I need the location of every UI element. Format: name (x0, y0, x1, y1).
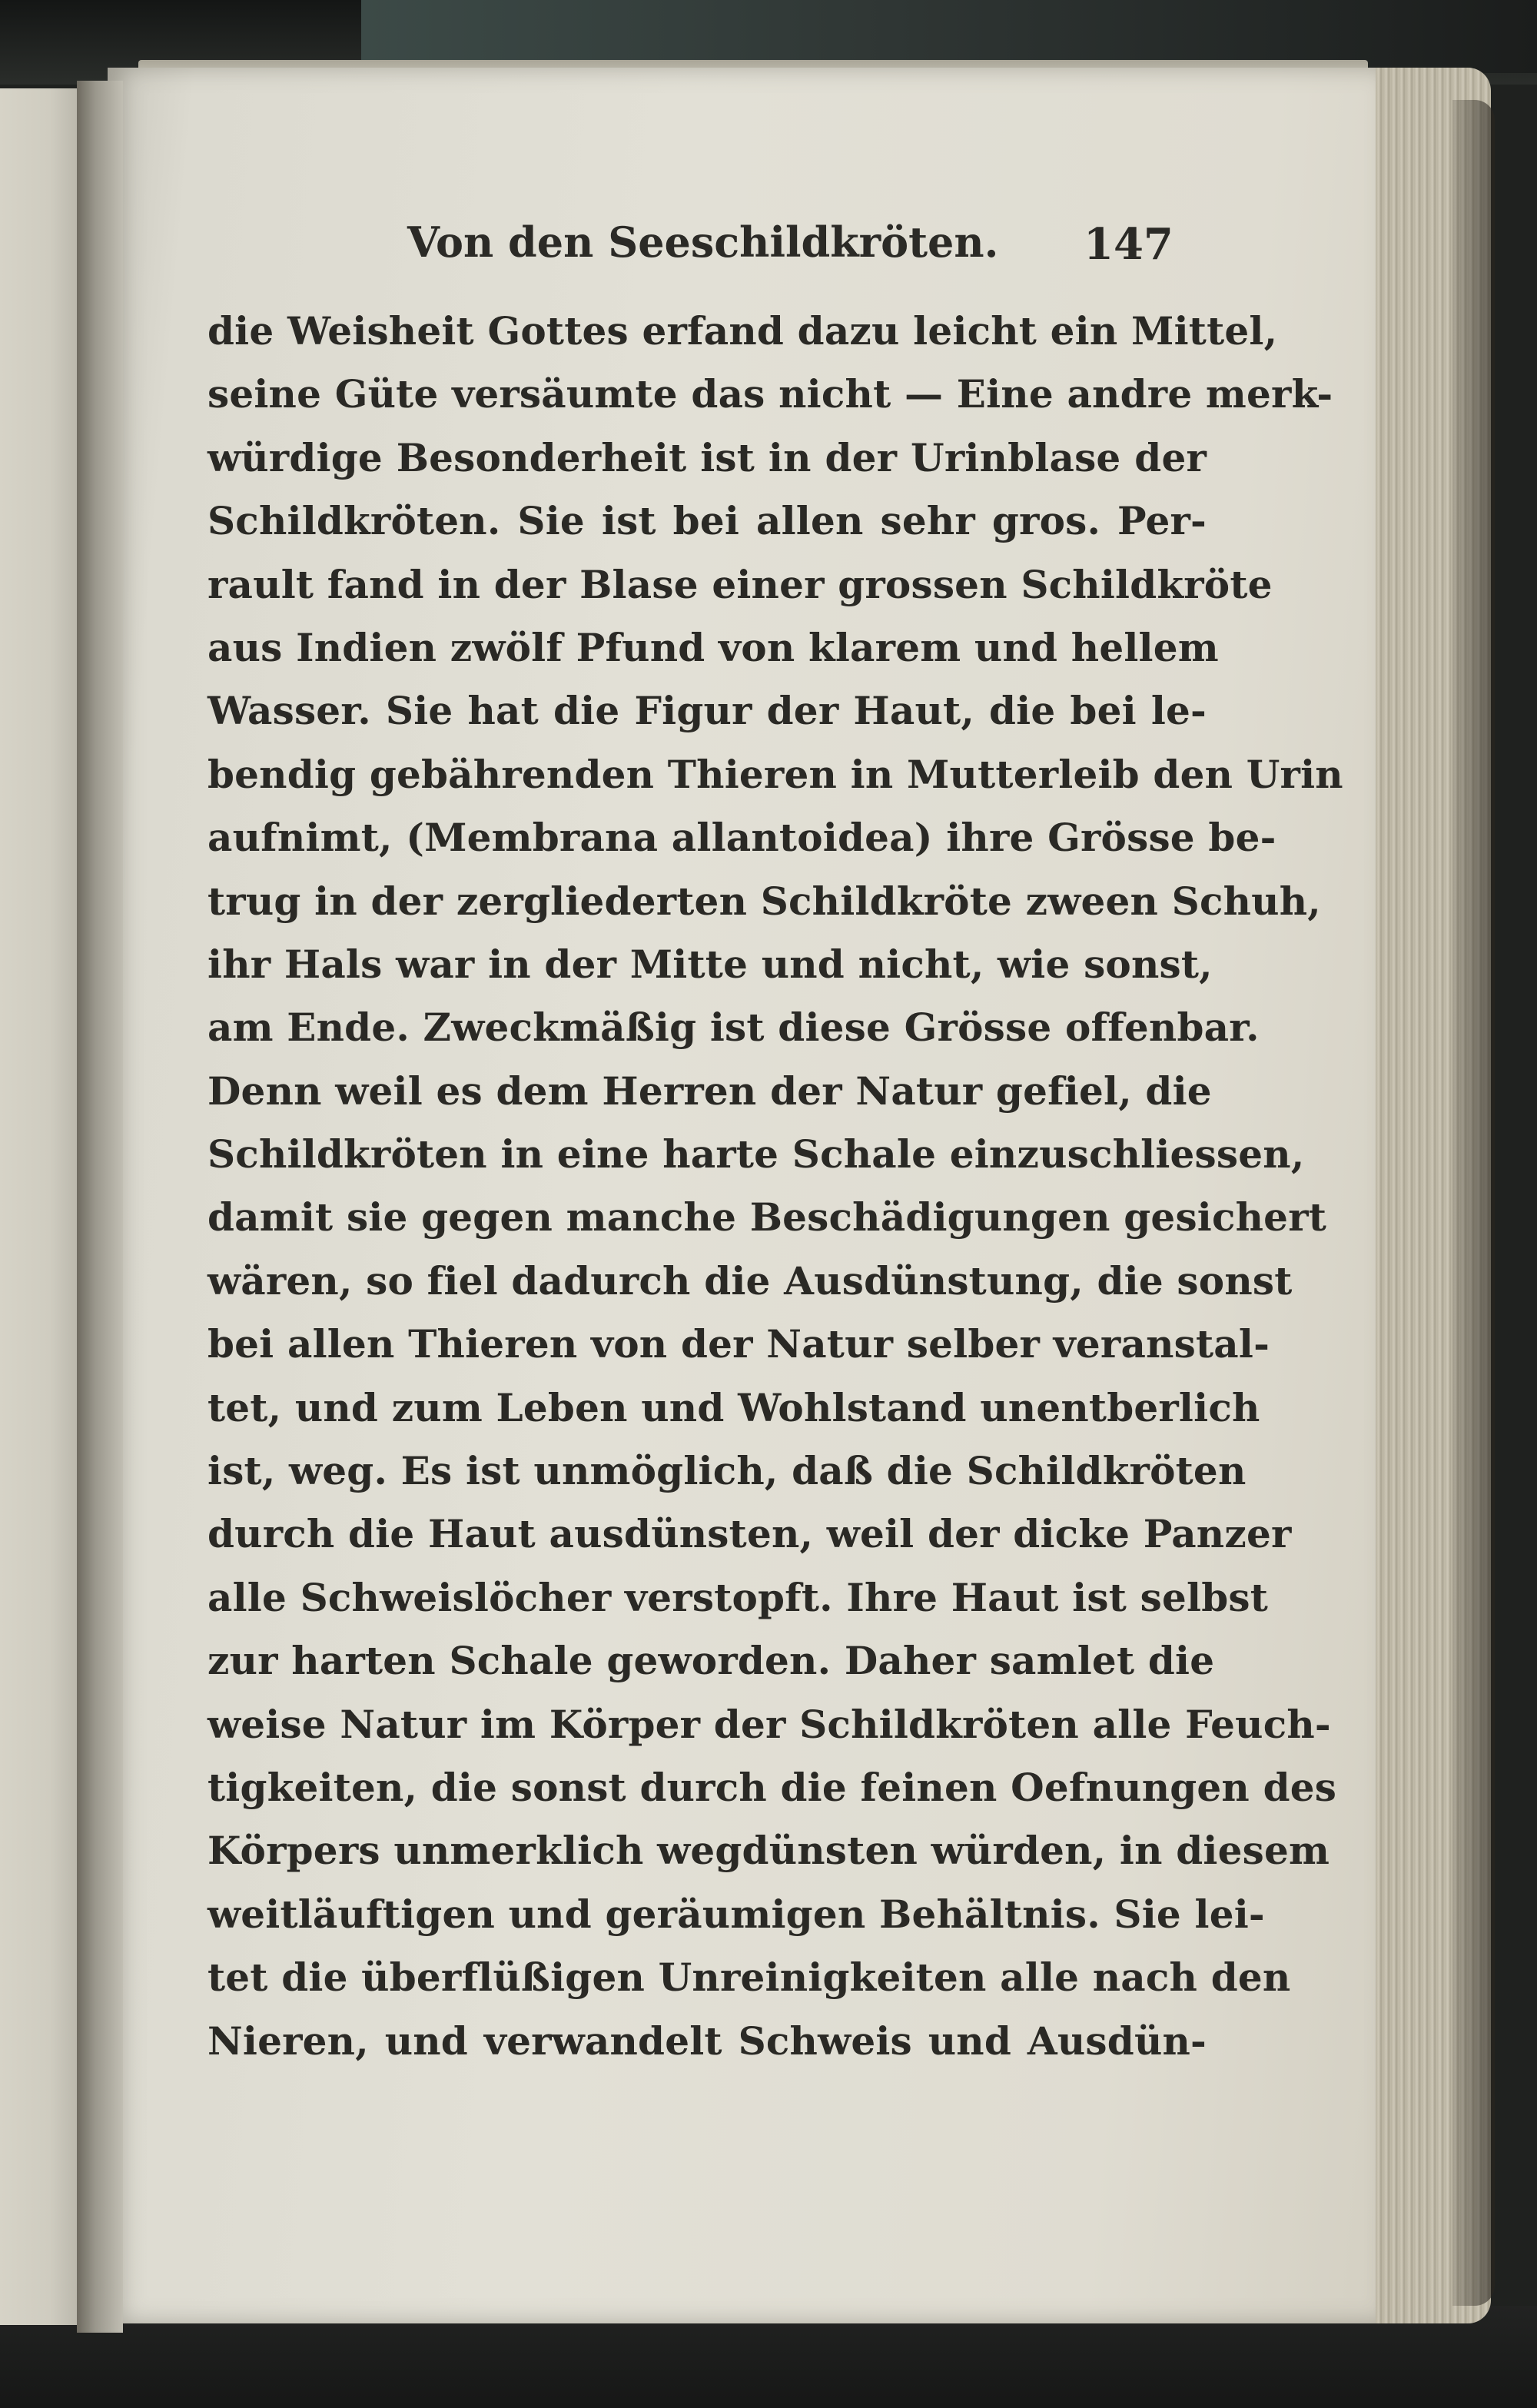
text-line: am Ende. Zweckmäßig ist diese Grösse offenbar. (207, 1005, 1260, 1051)
text-line: weitläuftigen und geräumigen Behältnis. Sie lei- (207, 1891, 1265, 1937)
text-line: Wasser. Sie hat die Figur der Haut, die bei le- (207, 688, 1207, 734)
text-line: rault fand in der Blase einer grossen Schildkröte (207, 561, 1273, 607)
text-line: seine Güte versäumte das nicht — Eine andre merk- (207, 371, 1333, 417)
text-line: bei allen Thieren von der Natur selber veranstal- (207, 1321, 1270, 1367)
text-line: Schildkröten in eine harte Schale einzuschliessen, (207, 1131, 1305, 1177)
text-line: tet, und zum Leben und Wohlstand unentberlich (207, 1384, 1260, 1430)
text-line: aus Indien zwölf Pfund von klarem und hellem (207, 624, 1219, 670)
text-line: Schildkröten. Sie ist bei allen sehr gros. Per- (207, 498, 1207, 544)
page-number: 147 (1084, 219, 1173, 270)
text-line: tet die überflüßigen Unreinigkeiten alle nach den (207, 1955, 1291, 2001)
text-line: Körpers unmerklich wegdünsten würden, in diesem (207, 1828, 1330, 1874)
text-line: aufnimt, (Membrana allantoidea) ihre Grösse be- (207, 815, 1276, 861)
text-line: durch die Haut ausdünsten, weil der dicke Panzer (207, 1511, 1292, 1557)
text-line: wären, so fiel dadurch die Ausdünstung, die sonst (207, 1257, 1293, 1304)
left-facing-page (0, 88, 83, 2325)
text-line: ist, weg. Es ist unmöglich, daß die Schildkröten (207, 1448, 1247, 1494)
text-line: ihr Hals war in der Mitte und nicht, wie sonst, (207, 941, 1213, 987)
text-line: würdige Besonderheit ist in der Urinblase der (207, 434, 1207, 480)
body-text (207, 300, 1343, 2144)
book-gutter (77, 81, 123, 2333)
text-line: tigkeiten, die sonst durch die feinen Oefnungen des (207, 1764, 1337, 1810)
text-line: alle Schweislöcher verstopft. Ihre Haut ist selbst (207, 1574, 1268, 1620)
text-line: weise Natur im Körper der Schildkröten alle Feuch- (207, 1701, 1331, 1747)
page-edge-shadow (1452, 100, 1495, 2306)
text-line: trug in der zergliederten Schildkröte zween Schuh, (207, 878, 1321, 924)
text-line: damit sie gegen manche Beschädigungen gesichert (207, 1194, 1327, 1241)
text-line: Nieren, und verwandelt Schweis und Ausdün- (207, 2018, 1207, 2064)
text-line: zur harten Schale geworden. Daher samlet die (207, 1638, 1215, 1684)
text-line: Denn weil es dem Herren der Natur gefiel, die (207, 1068, 1212, 1114)
text-line: die Weisheit Gottes erfand dazu leicht ein Mittel, (207, 308, 1278, 354)
text-line: bendig gebährenden Thieren in Mutterleib den Urin (207, 751, 1343, 797)
running-head: Von den Seeschildkröten. (407, 218, 999, 267)
